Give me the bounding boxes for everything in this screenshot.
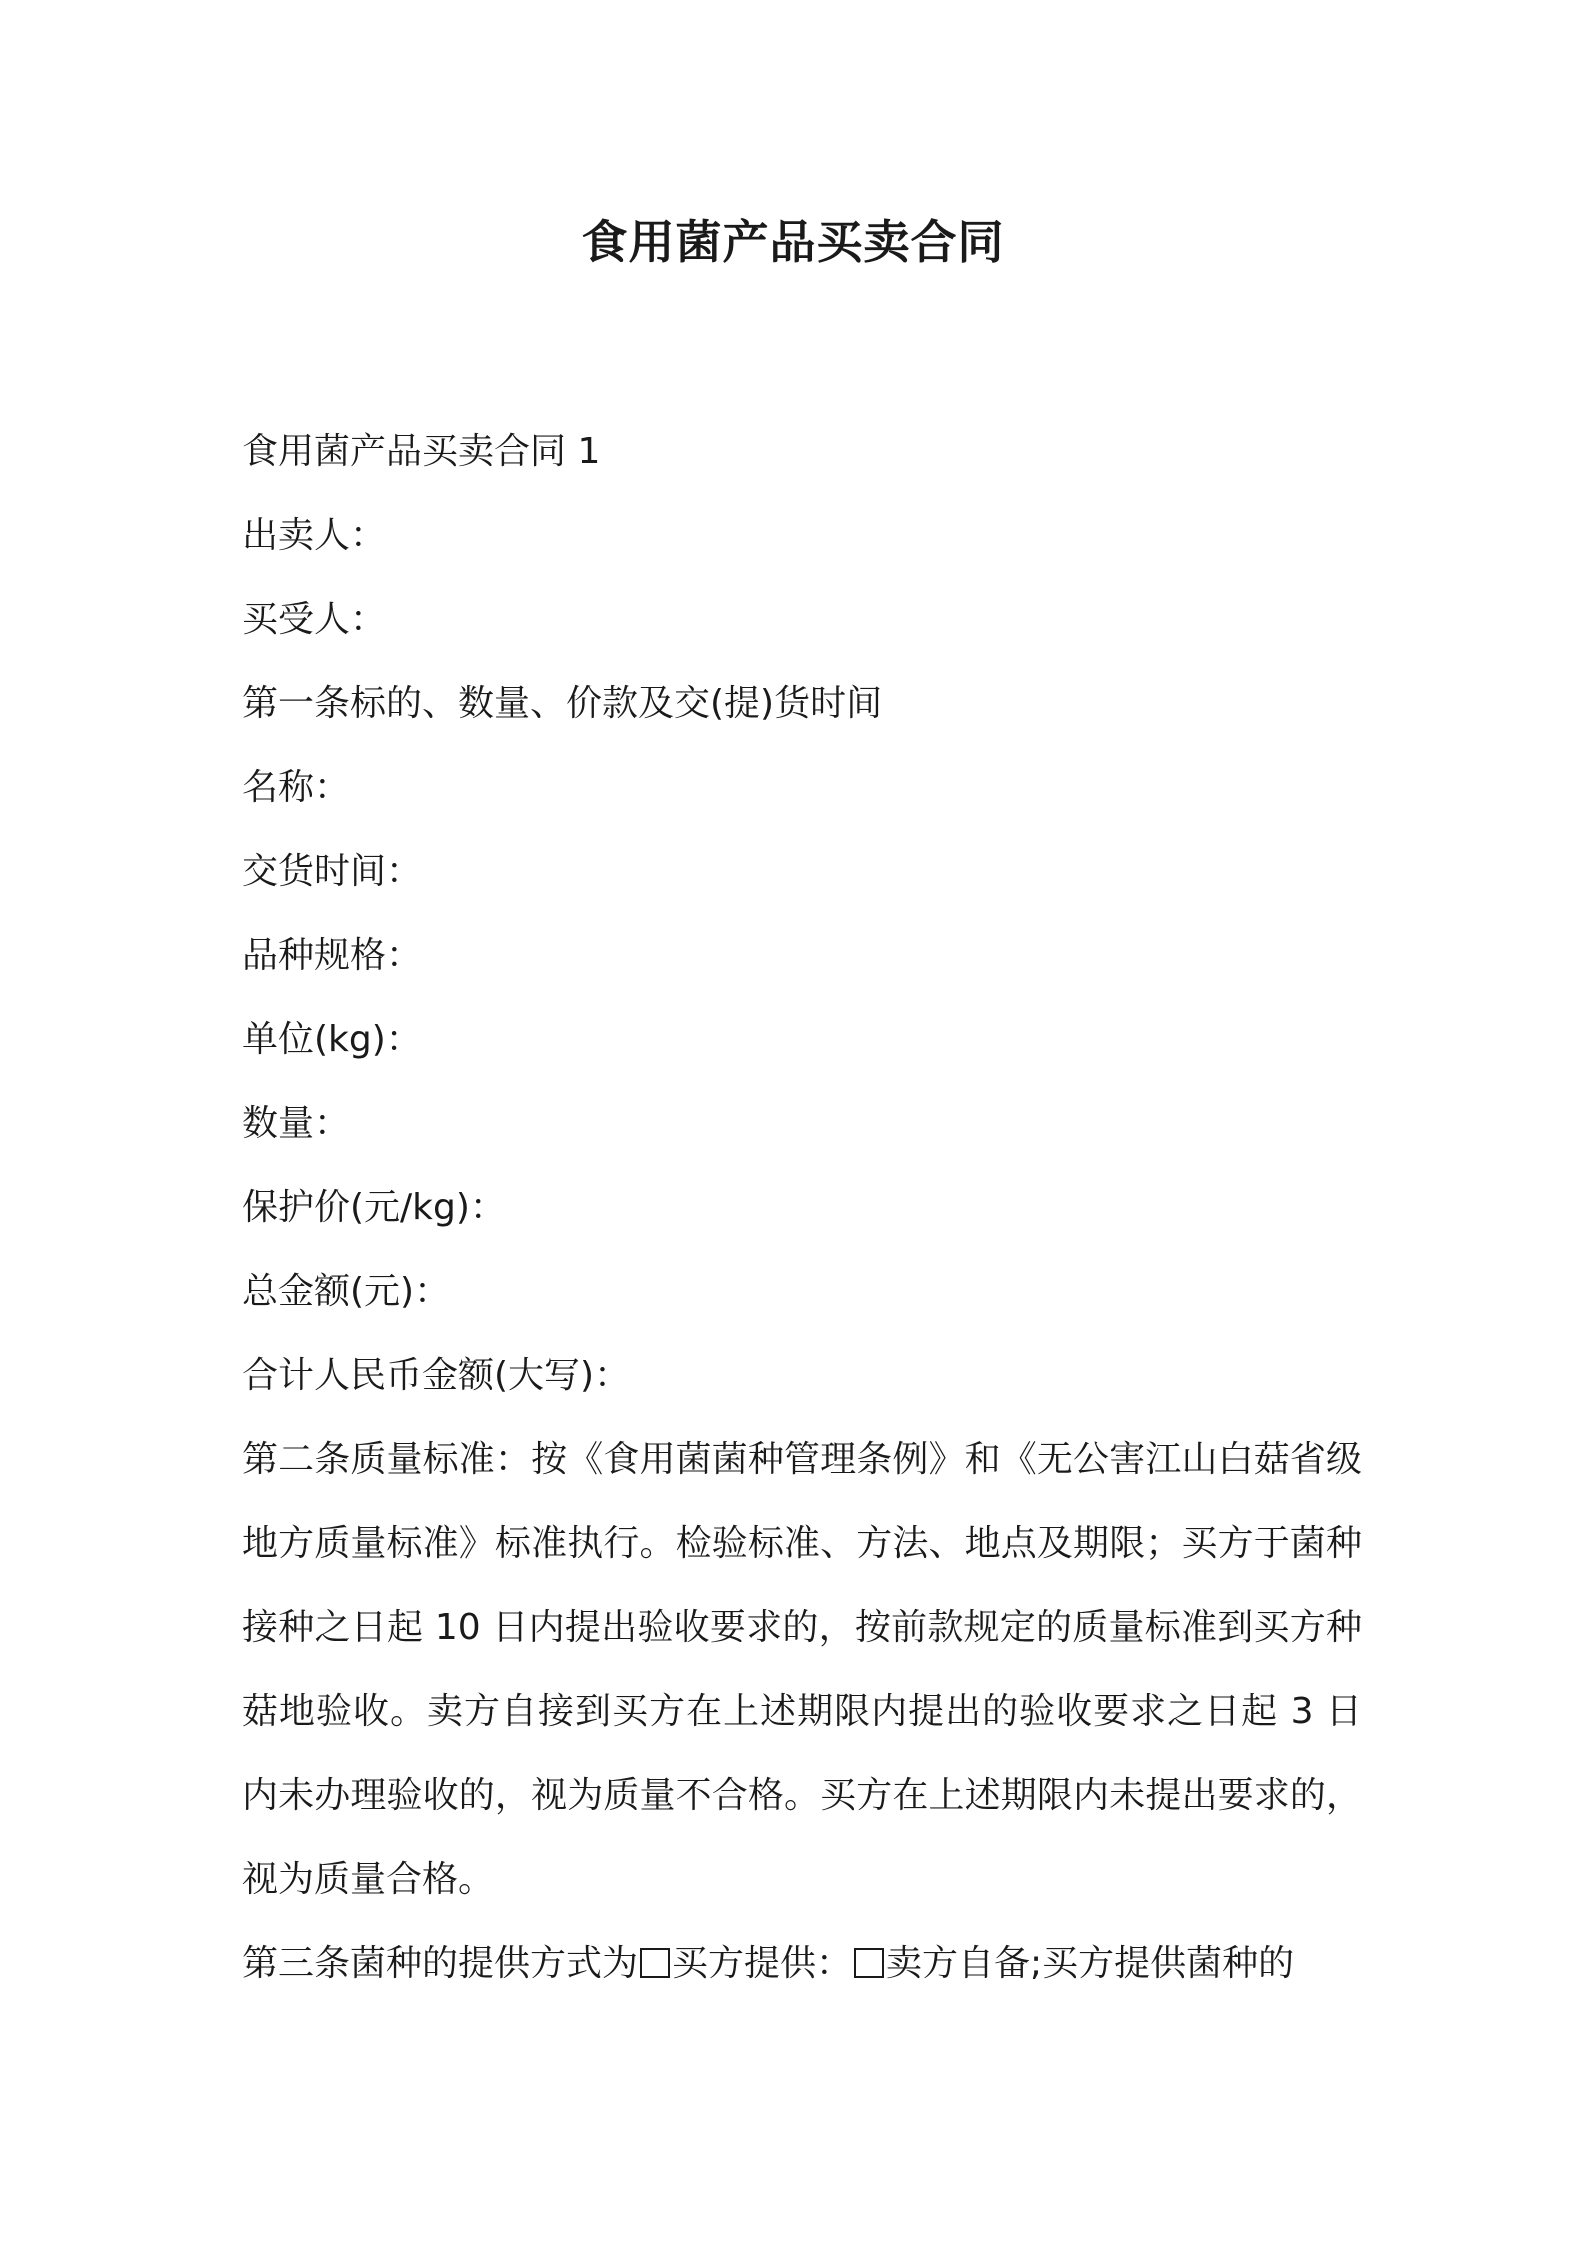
buyer-provides-label: 买方提供： [672,1943,853,1984]
variety-spec-field: 品种规格： [242,935,423,976]
clause-2-quality-standard: 第二条质量标准：按《食用菌菌种管理条例》和《无公害江山白菇省级地方质量标准》标准执行。检验标准、方法、地点及期限；买方于菌种接种之日起 10 日内提出验收要求的，按前款规定的质量标准到买方种菇地验收。卖方自接到买方在上述期限内提出的验收要求之日起 3 日内未办理验收的，视为质量不合格。买方在上述期限内未提出要求的，视为质量合格。 [242,1439,1362,1900]
quantity-field: 数量： [242,1103,351,1144]
total-rmb-uppercase-field: 合计人民币金额(大写)： [242,1355,631,1396]
seller-field: 出卖人： [242,515,387,556]
buyer-provides-checkbox[interactable] [640,1948,670,1978]
clause-3-supply-method [242,1922,1362,2006]
name-field: 名称： [242,767,351,808]
clause-1-heading: 第一条标的、数量、价款及交(提)货时间 [242,683,883,724]
total-amount-field: 总金额(元)： [242,1271,451,1312]
clause-3-prefix: 第三条菌种的提供方式为 [242,1943,639,1984]
buyer-field: 买受人： [242,599,387,640]
seller-provides-checkbox[interactable] [854,1948,884,1978]
seller-provides-label: 卖方自备;买方提供菌种的 [886,1943,1295,1984]
document-title: 食用菌产品买卖合同 [581,215,1005,269]
contract-heading: 食用菌产品买卖合同 1 [242,431,601,472]
protection-price-field: 保护价(元/kg)： [242,1187,506,1228]
unit-field: 单位(kg)： [242,1019,422,1060]
document-body [242,410,1362,2006]
delivery-time-field: 交货时间： [242,851,423,892]
